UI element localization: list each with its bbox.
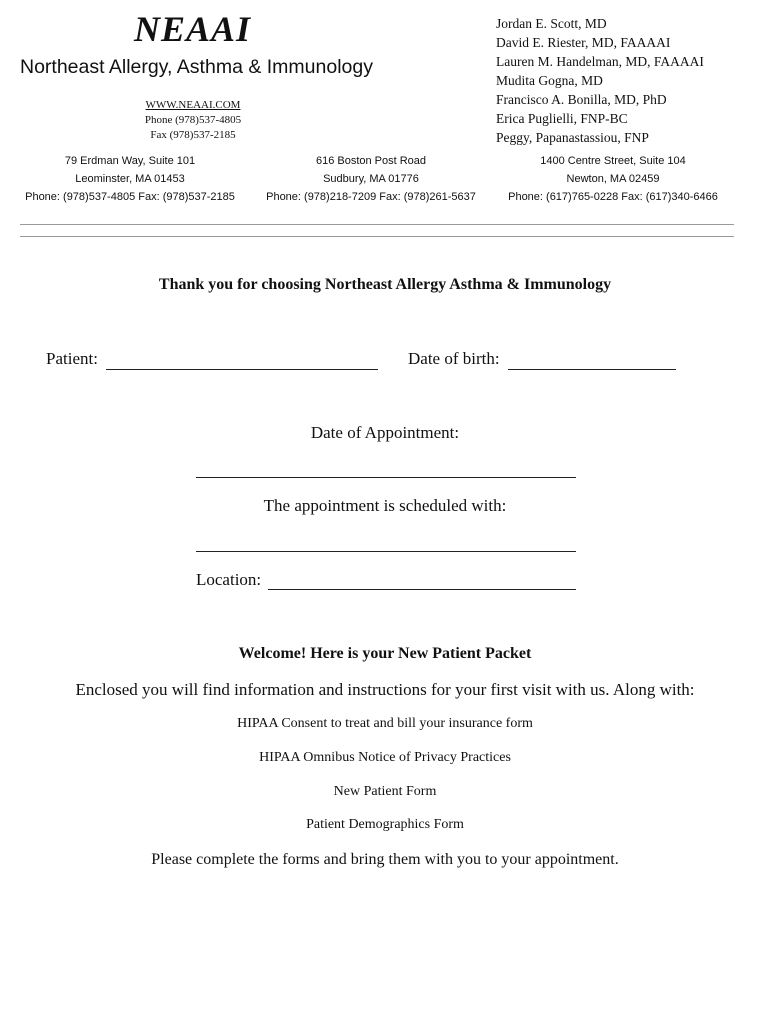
office-newton: [498, 152, 728, 206]
scheduled-with-label: The appointment is scheduled with:: [263, 496, 507, 515]
provider-list: [496, 14, 704, 147]
office-street: 1400 Centre Street, Suite 104: [540, 155, 686, 167]
practice-logo: NEAAI: [133, 9, 252, 49]
location-label: Location:: [196, 570, 262, 589]
provider-name: Francisco A. Bonilla, MD, PhD: [496, 92, 667, 107]
provider-name: Jordan E. Scott, MD: [496, 16, 607, 31]
office-street: 616 Boston Post Road: [315, 155, 427, 167]
main-fax: Fax (978)537-2185: [150, 129, 236, 141]
office-phone-fax: Phone: (978)218-7209 Fax: (978)261-5637: [266, 191, 476, 203]
appointment-date-label: Date of Appointment:: [310, 423, 460, 442]
form-item: New Patient Form: [333, 784, 437, 799]
office-city: Newton, MA 02459: [566, 173, 660, 185]
form-item: HIPAA Consent to treat and bill your insurance form: [237, 716, 533, 731]
dob-field[interactable]: [508, 369, 676, 370]
dob-label: Date of birth:: [408, 349, 500, 368]
form-item: HIPAA Omnibus Notice of Privacy Practices: [259, 750, 511, 765]
thank-you-heading: Thank you for choosing Northeast Allergy Asthma & Immunology: [158, 276, 612, 293]
office-leominster: [16, 152, 244, 206]
form-item: Patient Demographics Form: [306, 817, 464, 832]
patient-label: Patient:: [46, 349, 98, 368]
practice-name: Northeast Allergy, Asthma & Immunology: [20, 56, 373, 78]
location-field[interactable]: [268, 589, 576, 590]
closing-instruction: Please complete the forms and bring them with you to your appointment.: [151, 851, 619, 868]
office-phone-fax: Phone: (617)765-0228 Fax: (617)340-6466: [508, 191, 718, 203]
header-divider-bottom: [20, 236, 734, 237]
patient-name-field[interactable]: [106, 369, 378, 370]
provider-name: Erica Puglielli, FNP-BC: [496, 111, 628, 126]
office-phone-fax: Phone: (978)537-4805 Fax: (978)537-2185: [25, 191, 235, 203]
welcome-heading: Welcome! Here is your New Patient Packet: [238, 645, 532, 662]
scheduled-with-field[interactable]: [196, 551, 576, 552]
provider-name: Peggy, Papanastassiou, FNP: [496, 130, 649, 145]
office-sudbury: [256, 152, 486, 206]
provider-name: David E. Riester, MD, FAAAAI: [496, 35, 671, 50]
provider-name: Lauren M. Handelman, MD, FAAAAI: [496, 54, 704, 69]
enclosed-text: Enclosed you will find information and instructions for your first visit with us. Along with:: [75, 680, 695, 699]
office-city: Sudbury, MA 01776: [323, 173, 419, 185]
office-street: 79 Erdman Way, Suite 101: [64, 155, 196, 167]
appointment-date-field[interactable]: [196, 477, 576, 478]
main-phone: Phone (978)537-4805: [144, 114, 242, 126]
website-text: WWW.NEAAI.COM: [145, 99, 241, 111]
website-link[interactable]: [78, 98, 308, 113]
header-divider-top: [20, 224, 734, 225]
provider-name: Mudita Gogna, MD: [496, 73, 603, 88]
office-city: Leominster, MA 01453: [75, 173, 185, 185]
